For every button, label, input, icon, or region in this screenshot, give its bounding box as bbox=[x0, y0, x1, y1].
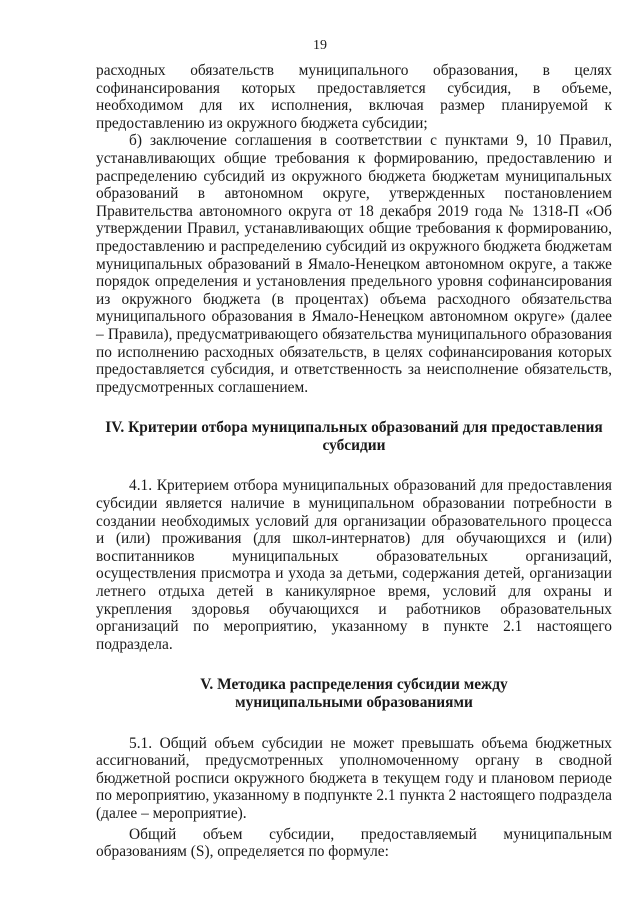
paragraph-continuation: расходных обязательств муниципального образования, в целях софинансирования которых предоставляется субсидия, в объеме, необходимом для их исполнения, включая размер планируемой к предоставлению из окружного бюджета субсидии; bbox=[96, 62, 612, 132]
section-heading-v-line2: муниципальными образованиями bbox=[235, 694, 473, 711]
section-heading-v-line1: V. Методика распределения субсидии между bbox=[200, 676, 508, 694]
page-number: 19 bbox=[313, 38, 327, 53]
section-heading-v bbox=[96, 676, 612, 711]
section-heading-iv: IV. Критерии отбора муниципальных образований для предоставления субсидии bbox=[105, 419, 603, 454]
paragraph-4-1: 4.1. Критерием отбора муниципальных образований для предоставления субсидии является наличие в муниципальном образовании потребности в создании необходимых условий для организации образовательного процесса и (или) проживания (для школ-интернатов) для обучающихся и (или) воспитанников муниципальных образовательных организаций, осуществления присмотра и ухода за детьми, содержания детей, организации летнего отдыха детей в каникулярное время, условий для охраны и укрепления здоровья обучающихся и работников образовательных организаций по мероприятию, указанному в пункте 2.1 настоящего подраздела. bbox=[96, 477, 612, 653]
paragraph-agreement: б) заключение соглашения в соответствии с пунктами 9, 10 Правил, устанавливающих общие требования к формированию, предоставлению и распределению субсидий из окружного бюджета бюджетам муниципальных образований в автономном округе, утвержденных постановлением Правительства автономного округа от 18 декабря 2019 года № 1318-П «Об утверждении Правил, устанавливающих общие требования к формированию, предоставлению и распределению субсидий из окружного бюджета бюджетам муниципальных образований в Ямало-Ненецком автономном округе, а также порядок определения и установления предельного уровня софинансирования из окружного бюджета (в процентах) объема расходного обязательства муниципального образования в Ямало-Ненецком автономном округе» (далее – Правила), предусматривающего обязательства муниципального образования по исполнению расходных обязательств, в целях софинансирования которых предоставляется субсидия, и ответственность за неисполнение обязательств, предусмотренных соглашением. bbox=[96, 132, 612, 396]
paragraph-5-1: 5.1. Общий объем субсидии не может превышать объема бюджетных ассигнований, предусмотренных уполномоченному органу в сводной бюджетной росписи окружного бюджета в текущем году и плановом периоде по мероприятию, указанному в подпункте 2.1 пункта 2 настоящего подраздела (далее – мероприятие). bbox=[96, 734, 612, 822]
paragraph-total-volume: Общий объем субсидии, предоставляемый муниципальным образованиям (S), определяется по формуле: bbox=[96, 825, 612, 861]
document-body bbox=[96, 62, 612, 861]
